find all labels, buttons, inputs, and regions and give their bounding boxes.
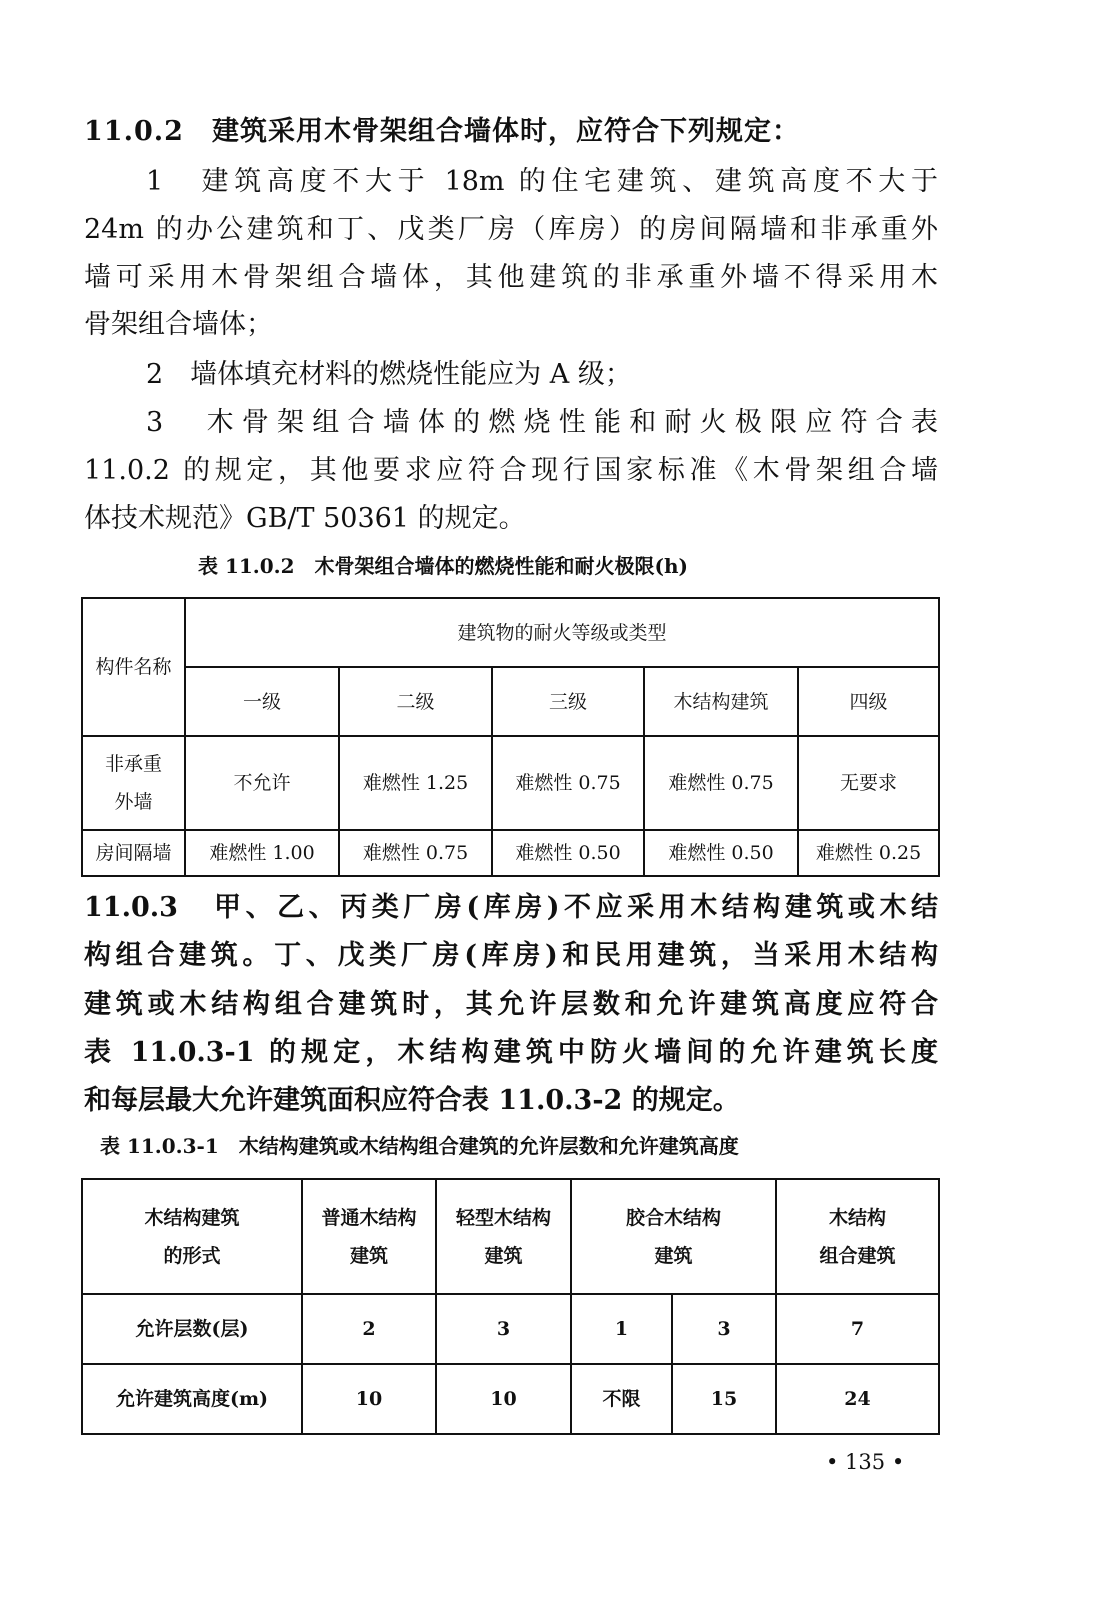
item-3-line: 11.0.2 的规定，其他要求应符合现行国家标准《木骨架组合墙: [84, 455, 938, 486]
header-line: 木结构建筑: [144, 1206, 240, 1229]
table-cell: 3: [436, 1294, 571, 1364]
clause-line: 11.0.3 甲、乙、丙类厂房(库房)不应采用木结构建筑或木结: [84, 892, 938, 923]
row-name-line: 外墙: [114, 791, 153, 813]
row-name: [82, 736, 185, 830]
header-line: 轻型木结构: [455, 1206, 551, 1229]
table-cell: 难燃性 0.50: [644, 830, 798, 876]
row-header: 构件名称: [82, 598, 185, 736]
table-cell: 24: [776, 1364, 939, 1434]
column-header: [82, 1179, 302, 1294]
table-cell: 不限: [571, 1364, 672, 1434]
header-line: 建筑: [349, 1244, 388, 1267]
header-line: 组合建筑: [819, 1244, 896, 1267]
table-caption: 表 11.0.3-1 木结构建筑或木结构组合建筑的允许层数和允许建筑高度: [100, 1134, 739, 1158]
table-cell: 难燃性 0.25: [798, 830, 939, 876]
clause-text: 11.0.2 建筑采用木骨架组合墙体时，应符合下列规定：: [84, 116, 800, 147]
table-cell: 难燃性 1.25: [339, 736, 492, 830]
table-caption: 表 11.0.2 木骨架组合墙体的燃烧性能和耐火极限(h): [198, 554, 689, 578]
table-cell: 难燃性 0.75: [339, 830, 492, 876]
fire-resistance-table: [81, 597, 940, 877]
column-header: 三级: [492, 667, 644, 736]
table-cell: 3: [672, 1294, 776, 1364]
item-1-line: 墙可采用木骨架组合墙体，其他建筑的非承重外墙不得采用木: [84, 262, 938, 293]
table-cell: 10: [302, 1364, 436, 1434]
column-header: 二级: [339, 667, 492, 736]
table-cell: 1: [571, 1294, 672, 1364]
header-line: 建筑: [654, 1244, 693, 1267]
item-1-line: 1 建筑高度不大于 18m 的住宅建筑、建筑高度不大于: [146, 166, 938, 197]
table-cell: 难燃性 0.75: [492, 736, 644, 830]
table-cell: 难燃性 0.50: [492, 830, 644, 876]
table-cell: 难燃性 1.00: [185, 830, 339, 876]
table-row: [82, 830, 939, 876]
column-header: 木结构建筑: [644, 667, 798, 736]
item-2-line: 2 墙体填充材料的燃烧性能应为 A 级；: [146, 359, 632, 390]
column-header: [776, 1179, 939, 1294]
table-cell: 无要求: [798, 736, 939, 830]
clause-line: 构组合建筑。丁、戊类厂房(库房)和民用建筑，当采用木结构: [84, 940, 938, 971]
column-header: [571, 1179, 776, 1294]
header-line: 普通木结构: [321, 1206, 417, 1229]
row-name: 允许层数(层): [82, 1294, 302, 1364]
clause-line: 表 11.0.3-1 的规定，木结构建筑中防火墙间的允许建筑长度: [84, 1037, 938, 1068]
clause-line: 建筑或木结构组合建筑时，其允许层数和允许建筑高度应符合: [84, 989, 938, 1020]
column-header: 一级: [185, 667, 339, 736]
header-line: 建筑: [484, 1244, 523, 1267]
header-line: 胶合木结构: [626, 1206, 722, 1229]
table-row: [82, 1294, 939, 1364]
header-line: 的形式: [163, 1244, 221, 1267]
row-name-line: 非承重: [104, 753, 162, 775]
item-3-line: 体技术规范》GB/T 50361 的规定。: [84, 503, 526, 534]
column-header: 四级: [798, 667, 939, 736]
item-1-line: 24m 的办公建筑和丁、戊类厂房（库房）的房间隔墙和非承重外: [84, 214, 938, 245]
table-cell: 不允许: [185, 736, 339, 830]
table-cell: 2: [302, 1294, 436, 1364]
column-header: [302, 1179, 436, 1294]
row-name: 允许建筑高度(m): [82, 1364, 302, 1434]
item-3-line: 3 木骨架组合墙体的燃烧性能和耐火极限应符合表: [146, 407, 938, 438]
row-name: 房间隔墙: [82, 830, 185, 876]
group-header: 建筑物的耐火等级或类型: [185, 598, 939, 667]
storeys-height-table: [81, 1178, 940, 1435]
page-number: • 135 •: [826, 1450, 905, 1474]
clause-heading: [84, 112, 800, 152]
clause-line: 和每层最大允许建筑面积应符合表 11.0.3-2 的规定。: [84, 1085, 740, 1116]
item-1-line: 骨架组合墙体；: [84, 309, 273, 340]
table-row: [82, 1364, 939, 1434]
table-cell: 10: [436, 1364, 571, 1434]
header-line: 木结构: [829, 1206, 887, 1229]
table-cell: 难燃性 0.75: [644, 736, 798, 830]
table-row: [82, 736, 939, 830]
table-cell: 15: [672, 1364, 776, 1434]
column-header: [436, 1179, 571, 1294]
table-cell: 7: [776, 1294, 939, 1364]
